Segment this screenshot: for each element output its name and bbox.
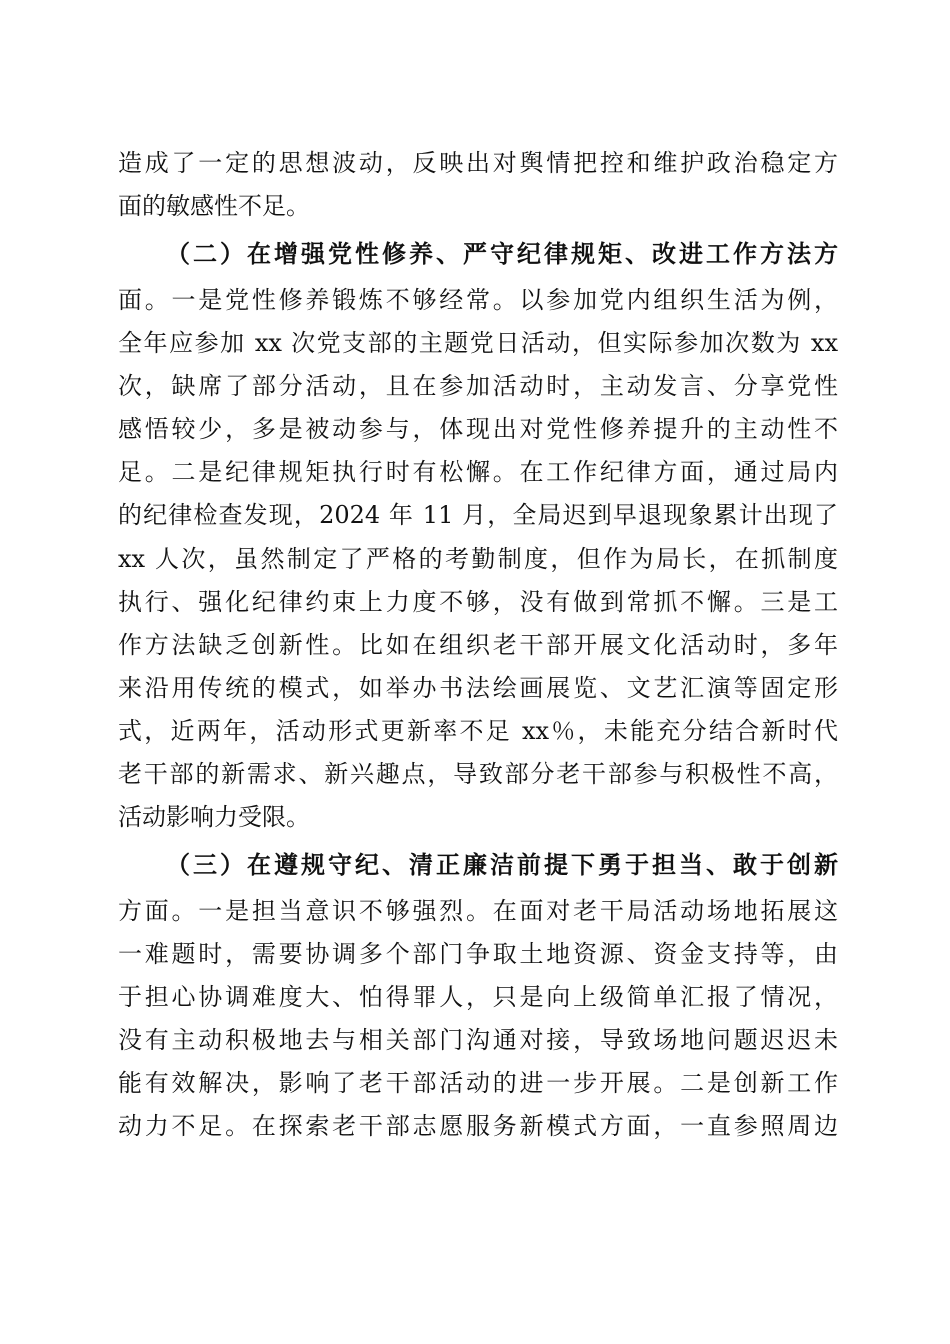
paragraph-line: 方面。一是担当意识不够强烈。在面对老干局活动场地拓展这 (118, 897, 838, 925)
paragraph-line: 老干部的新需求、新兴趣点，导致部分老干部参与积极性不高， (118, 760, 838, 788)
paragraph-line: 式，近两年，活动形式更新率不足 xx％，未能充分结合新时代 (118, 717, 838, 745)
paragraph-line: 执行、强化纪律约束上力度不够，没有做到常抓不懈。三是工 (118, 588, 838, 616)
section-heading-2: （二）在增强党性修养、严守纪律规矩、改进工作方法方 (166, 239, 838, 268)
section-heading-3: （三）在遵规守纪、清正廉洁前提下勇于担当、敢于创新 (166, 850, 838, 879)
paragraph-line: 于担心协调难度大、怕得罪人，只是向上级简单汇报了情况， (118, 983, 838, 1011)
paragraph-line: 一难题时，需要协调多个部门争取土地资源、资金支持等，由 (118, 940, 838, 968)
paragraph-line: 的纪律检查发现，2024 年 11 月，全局迟到早退现象累计出现了 (118, 501, 838, 529)
paragraph-line: 动力不足。在探索老干部志愿服务新模式方面，一直参照周边 (118, 1112, 838, 1140)
paragraph-line: 感悟较少，多是被动参与，体现出对党性修养提升的主动性不 (118, 415, 838, 443)
paragraph-line: 次，缺席了部分活动，且在参加活动时，主动发言、分享党性 (118, 372, 838, 400)
paragraph-line: 活动影响力受限。 (118, 803, 310, 831)
paragraph-line: 造成了一定的思想波动，反映出对舆情把控和维护政治稳定方 (118, 149, 838, 177)
paragraph-line: 来沿用传统的模式，如举办书法绘画展览、文艺汇演等固定形 (118, 674, 838, 702)
paragraph-line: 面的敏感性不足。 (118, 192, 310, 220)
paragraph-line: 没有主动积极地去与相关部门沟通对接，导致场地问题迟迟未 (118, 1026, 838, 1054)
paragraph-line: 面。一是党性修养锻炼不够经常。以参加党内组织生活为例， (118, 286, 838, 314)
paragraph-line: 能有效解决，影响了老干部活动的进一步开展。二是创新工作 (118, 1069, 838, 1097)
paragraph-line: 作方法缺乏创新性。比如在组织老干部开展文化活动时，多年 (118, 631, 838, 659)
paragraph-line: xx 人次，虽然制定了严格的考勤制度，但作为局长，在抓制度 (118, 545, 838, 573)
paragraph-line: 足。二是纪律规矩执行时有松懈。在工作纪律方面，通过局内 (118, 458, 838, 486)
paragraph-line: 全年应参加 xx 次党支部的主题党日活动，但实际参加次数为 xx (118, 329, 838, 357)
